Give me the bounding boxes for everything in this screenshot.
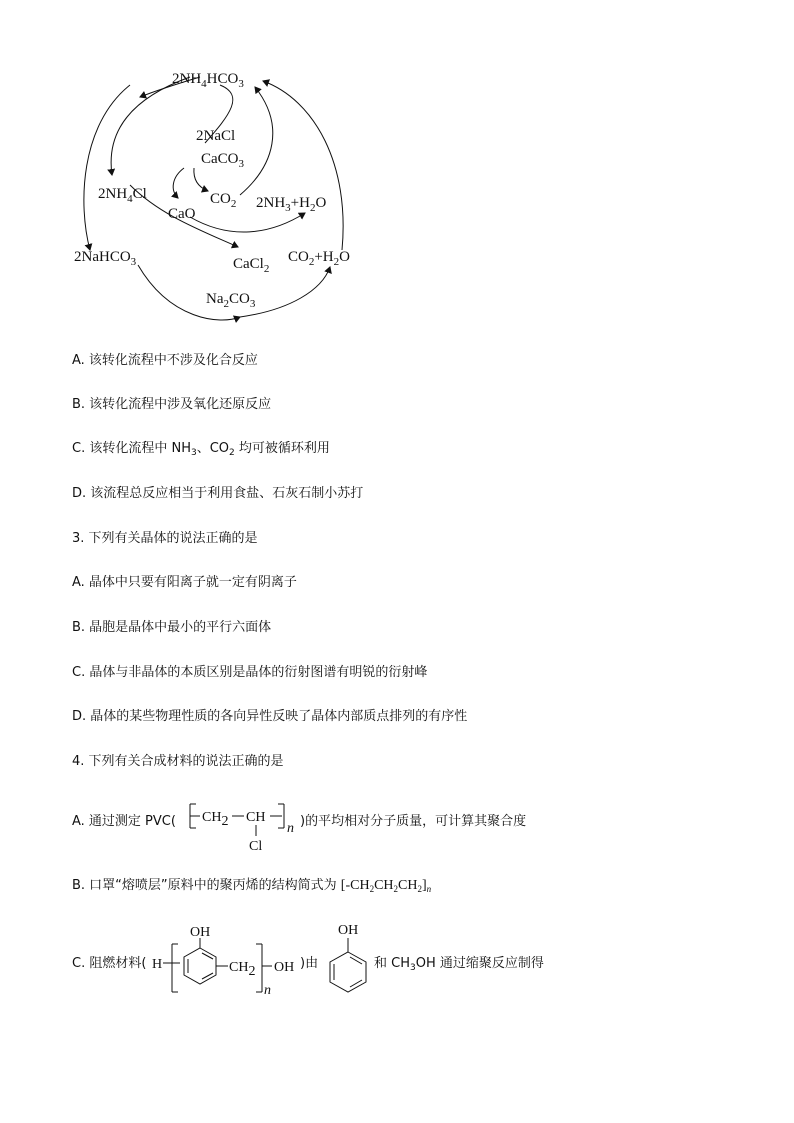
q4-option-b <box>72 877 431 898</box>
node-nh4hco3: $2NH_4HCO_3$ <box>172 71 244 90</box>
resin-oh-top: OH <box>190 925 211 940</box>
q2-option-c-post: 均可被循环利用 <box>234 441 330 456</box>
q3-option-b: B. 晶胞是晶体中最小的平行六面体 <box>72 620 272 635</box>
arrow-cao-to-nh3 <box>190 213 305 232</box>
pvc-ch: CH <box>246 810 266 825</box>
arrow-caco3-to-cao <box>173 168 184 198</box>
q2-option-b: B. 该转化流程中涉及氧化还原反应 <box>72 397 272 412</box>
phenol-oh: OH <box>338 923 359 938</box>
arrow-nh3-to-nh4hco3 <box>240 87 273 195</box>
q4-option-c-pre: C. 阻燃材料( <box>72 956 147 971</box>
node-co2h2o: $CO_2+H_2O$ <box>288 249 350 268</box>
resin-n: n <box>264 983 271 997</box>
q3-option-d: D. 晶体的某些物理性质的各向异性反映了晶体内部质点排列的有序性 <box>72 709 468 724</box>
node-nh3h2o: $2NH_3+H_2O$ <box>256 195 327 214</box>
q2-option-c-pre: C. 该转化流程中 NH <box>72 441 191 456</box>
pvc-n: n <box>287 821 294 836</box>
q2-option-a: A. 该转化流程中不涉及化合反应 <box>72 353 258 368</box>
arrow-caco3-to-co2 <box>194 168 208 191</box>
q4-stem: 4. 下列有关合成材料的说法正确的是 <box>72 754 284 769</box>
q3-stem: 3. 下列有关晶体的说法正确的是 <box>72 531 258 546</box>
phenolic-resin-structure <box>150 922 310 997</box>
pvc-cl: Cl <box>249 839 263 854</box>
q4-option-c-post: 和 $CH_3OH$ 通过缩聚反应制得 <box>374 956 544 973</box>
resin-oh-end: OH <box>274 960 295 975</box>
solvay-cycle-diagram <box>60 55 370 330</box>
phenol-structure <box>320 920 370 998</box>
pvc-structure <box>186 792 306 854</box>
node-cacl2: CaCl$_2$ <box>233 256 270 275</box>
node-caco3: CaCO$_3$ <box>201 151 244 170</box>
node-nahco3: 2NaHCO$_3$ <box>74 249 137 268</box>
q3-option-a: A. 晶体中只要有阳离子就一定有阴离子 <box>72 575 297 590</box>
q4-option-b-pre: B. 口罩“熔喷层”原料中的聚丙烯的结构简式为 <box>72 878 337 893</box>
q4-option-a-pre: A. 通过测定 PVC( <box>72 814 176 829</box>
arrow-outer-right <box>263 81 343 250</box>
resin-h: H <box>152 957 163 972</box>
pvc-ch2: CH2 <box>202 810 229 829</box>
node-nh4cl: $2NH_4Cl$ <box>98 186 147 205</box>
node-co2: $CO_2$ <box>210 191 237 210</box>
node-cao: CaO <box>168 206 196 222</box>
arrow-nahco3-to-na2co3 <box>138 265 240 320</box>
q2-option-c-mid: 、CO <box>196 441 230 456</box>
arrow-outer-left <box>84 85 130 250</box>
node-na2co3: $Na_2CO_3$ <box>206 291 256 310</box>
q2-option-c-sub1: 3 <box>190 448 197 458</box>
q2-option-c-sub2: 2 <box>229 448 235 458</box>
q2-option-c <box>72 440 330 462</box>
node-nacl: 2NaCl <box>196 128 236 144</box>
q4-option-c-mid: )由 <box>300 956 319 971</box>
resin-ch2: CH2 <box>229 960 256 979</box>
polypropylene-formula: $[-CH_2CH_2CH_2]_n$ <box>340 878 432 894</box>
q4-option-a-post: )的平均相对分子质量，可计算其聚合度 <box>300 814 527 829</box>
q2-option-d: D. 该流程总反应相当于利用食盐、石灰石制小苏打 <box>72 486 364 501</box>
q3-option-c: C. 晶体与非晶体的本质区别是晶体的衍射图谱有明锐的衍射峰 <box>72 665 428 680</box>
